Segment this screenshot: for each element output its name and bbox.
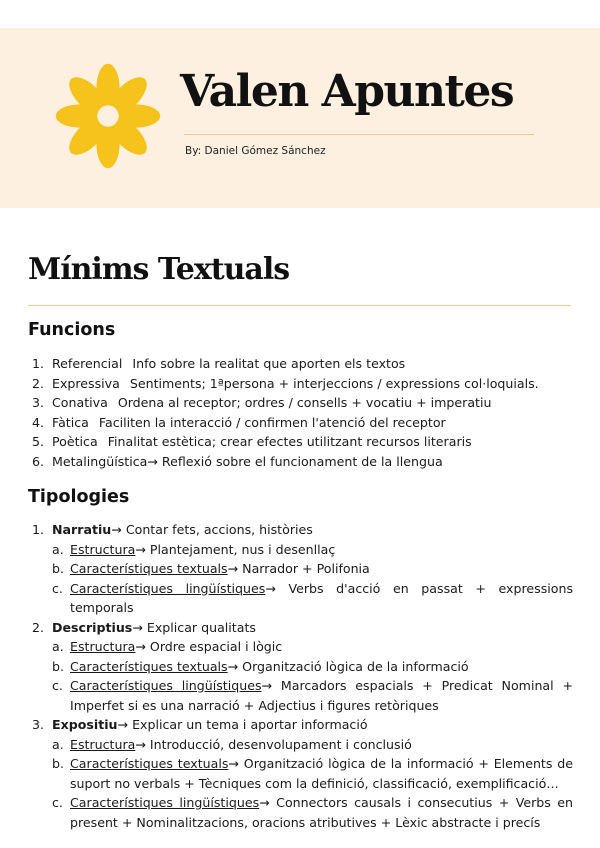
sub-text: → Narrador + Polifonia (227, 561, 370, 576)
page-title: Mínims Textuals (28, 252, 290, 287)
brand-title: Valen Apuntes (180, 66, 514, 117)
function-desc: Info sobre la realitat que aporten els textos (132, 356, 406, 371)
sub-list-item (28, 637, 573, 657)
list-number: 3. (32, 717, 45, 732)
function-name: Referencial (52, 356, 123, 371)
sub-text: → Introducció, desenvolupament i conclusió (135, 736, 412, 752)
sub-list-item (28, 793, 573, 832)
sub-list-item (28, 559, 573, 579)
sub-label: Estructura (70, 639, 136, 654)
typology-name: Expositiu (52, 717, 118, 732)
typology-desc: → Contar fets, accions, històries (111, 522, 313, 537)
list-item (28, 715, 573, 735)
sub-list-item (28, 657, 573, 677)
sub-label: Característiques lingüístiques (70, 678, 262, 693)
list-number: 3. (32, 395, 45, 410)
title-divider (28, 305, 571, 306)
sub-text: → Connectors causals i consecutius + Verbs en present + Nominalitzacions, oracions atributives + Lèxic abstracte i precís (70, 795, 574, 830)
function-desc: → Reflexió sobre el funcionament de la llengua (147, 453, 443, 469)
list-item (28, 413, 573, 433)
list-item (28, 520, 573, 540)
sub-letter: b. (52, 561, 64, 576)
sub-text: → Organització lògica de la informació + Elements de suport no verbals + Tècniques com la definició, classificació, exemplificació… (70, 756, 573, 791)
section-heading-tipologies: Tipologies (28, 487, 130, 507)
list-item (28, 393, 573, 413)
list-number: 6. (32, 453, 45, 469)
sub-text: → Plantejament, nus i desenllaç (135, 541, 336, 557)
sub-letter: b. (52, 756, 64, 771)
function-desc: Faciliten la interacció / confirmen l'atenció del receptor (98, 414, 446, 430)
list-number: 4. (32, 414, 45, 430)
function-name: Conativa (52, 395, 108, 410)
typology-name: Descriptius (52, 619, 133, 635)
sub-list-item (28, 754, 573, 793)
function-name: Fàtica (52, 414, 89, 430)
function-desc: Finalitat estètica; crear efectes utilitzant recursos literaris (107, 434, 472, 449)
function-name: Poètica (52, 434, 98, 449)
list-number: 2. (32, 619, 45, 635)
sub-label: Característiques lingüístiques (70, 795, 260, 810)
sub-letter: b. (52, 658, 64, 674)
sub-list-item (28, 540, 573, 560)
sub-text: → Organització lògica de la informació (227, 658, 469, 674)
sub-letter: a. (52, 639, 64, 654)
function-desc: Ordena al receptor; ordres / consells + vocatiu + imperatiu (117, 395, 492, 410)
list-item (28, 354, 573, 374)
sub-text: → Marcadors espacials + Predicat Nominal + Imperfet si es una narració + Adjectius i figures retòriques (70, 678, 573, 713)
list-number: 1. (32, 522, 45, 537)
tipologies-list (28, 520, 573, 832)
sub-label: Estructura (70, 541, 136, 557)
sub-label: Característiques lingüístiques (70, 580, 266, 596)
sub-list-item (28, 676, 573, 715)
funcions-list (28, 354, 573, 471)
section-heading-funcions: Funcions (28, 320, 116, 340)
sub-text: → Verbs d'acció en passat + expressions temporals (70, 580, 574, 615)
list-item (28, 452, 573, 472)
brand-divider (184, 134, 534, 135)
sub-text: → Ordre espacial i lògic (135, 639, 283, 654)
list-item (28, 432, 573, 452)
function-desc: Sentiments; 1ªpersona + interjeccions / expressions col·loquials. (129, 375, 539, 391)
sub-list-item (28, 735, 573, 755)
flower-icon (50, 58, 166, 174)
sub-letter: c. (52, 580, 63, 596)
list-item (28, 618, 573, 638)
sub-letter: c. (52, 795, 63, 810)
sub-label: Estructura (70, 736, 136, 752)
function-name: Metalingüística (52, 453, 148, 469)
author-byline: By: Daniel Gómez Sánchez (185, 145, 326, 157)
sub-letter: c. (52, 678, 63, 693)
list-number: 5. (32, 434, 45, 449)
list-number: 2. (32, 375, 45, 391)
typology-desc: → Explicar qualitats (132, 619, 256, 635)
sub-letter: a. (52, 541, 64, 557)
sub-letter: a. (52, 736, 64, 752)
typology-name: Narratiu (52, 522, 112, 537)
list-item (28, 374, 573, 394)
sub-label: Característiques textuals (70, 658, 228, 674)
list-number: 1. (32, 356, 45, 371)
function-name: Expressiva (52, 375, 120, 391)
typology-desc: → Explicar un tema i aportar informació (117, 717, 368, 732)
sub-label: Característiques textuals (70, 756, 229, 771)
sub-label: Característiques textuals (70, 561, 228, 576)
sub-list-item (28, 579, 573, 618)
